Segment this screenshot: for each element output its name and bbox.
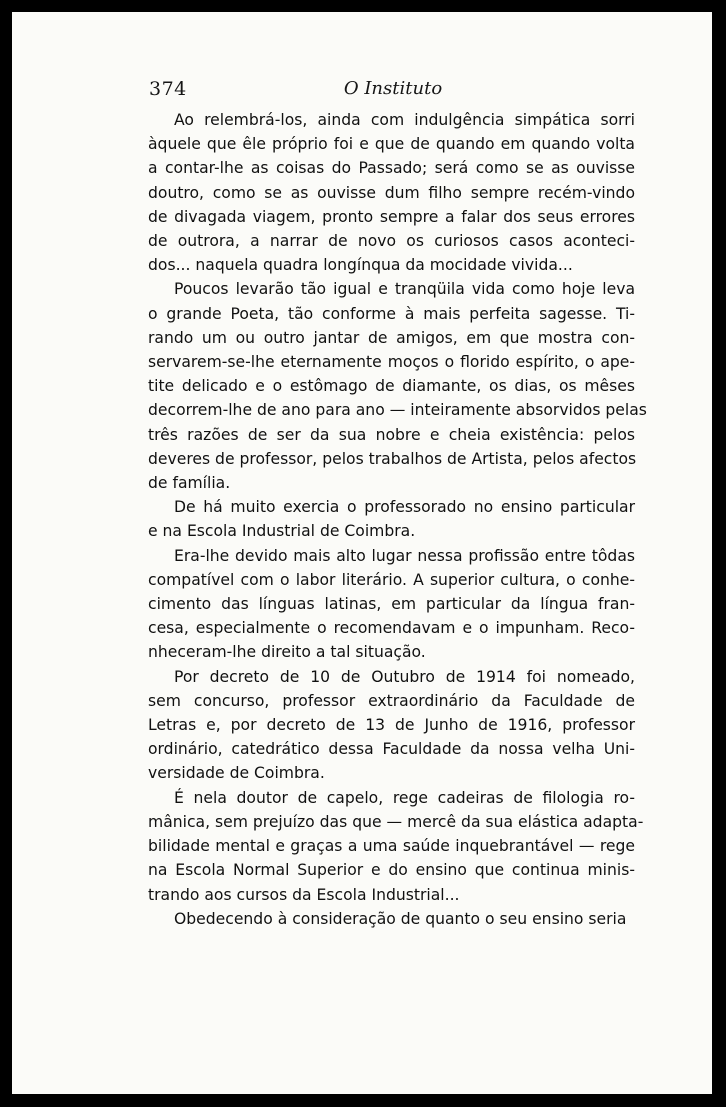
text-line: É nela doutor de capelo, rege cadeiras de filologia ro-	[174, 788, 635, 807]
text-line: três razões de ser da sua nobre e cheia existência: pelos	[148, 425, 635, 444]
text-line: trando aos cursos da Escola Industrial...	[148, 885, 460, 904]
paragraph	[148, 277, 647, 495]
text-line: De há muito exercia o professorado no ensino particular	[174, 498, 635, 517]
paragraph	[148, 108, 635, 277]
page-header	[149, 78, 637, 104]
text-line: dos... naquela quadra longínqua da mocidade vivida...	[148, 256, 573, 275]
paragraph	[148, 786, 644, 907]
text-line: àquele que êle próprio foi e que de quando em quando volta	[148, 135, 635, 154]
text-line: Obedecendo à consideração de quanto o seu ensino seria	[174, 909, 627, 928]
page-number: 374	[149, 78, 187, 100]
text-line: rando um ou outro jantar de amigos, em que mostra con-	[148, 328, 635, 347]
paragraph	[148, 544, 635, 665]
text-line: ordinário, catedrático dessa Faculdade da nossa velha Uni-	[148, 740, 635, 759]
text-line: Por decreto de 10 de Outubro de 1914 foi nomeado,	[174, 667, 635, 686]
text-line: Era-lhe devido mais alto lugar nessa profissão entre tôdas	[174, 546, 635, 565]
text-line: sem concurso, professor extraordinário da Faculdade de	[148, 691, 635, 710]
paragraph	[148, 495, 635, 543]
text-line: de família.	[148, 474, 231, 493]
text-line: cesa, especialmente o recomendavam e o impunham. Reco-	[148, 619, 635, 638]
text-line: nheceram-lhe direito a tal situação.	[148, 643, 426, 662]
text-line: cimento das línguas latinas, em particular da língua fran-	[148, 595, 635, 614]
text-line: bilidade mental e graças a uma saúde inquebrantável — rege	[148, 837, 635, 856]
text-line: doutro, como se as ouvisse dum filho sempre recém-vindo	[148, 183, 635, 202]
paragraph	[148, 907, 635, 931]
running-title: O Instituto	[343, 78, 443, 99]
text-line: Poucos levarão tão igual e tranqüila vida como hoje leva	[174, 280, 635, 299]
text-line: decorrem-lhe de ano para ano — inteiramente absorvidos pelas	[148, 401, 647, 420]
text-line: a contar-lhe as coisas do Passado; será como se as ouvisse	[148, 159, 635, 178]
text-line: servarem-se-lhe eternamente moços o florido espírito, o ape-	[148, 353, 635, 372]
text-line: tite delicado e o estômago de diamante, os dias, os mêses	[148, 377, 635, 396]
text-line: de outrora, a narrar de novo os curiosos casos aconteci-	[148, 232, 635, 251]
text-line: de divagada viagem, pronto sempre a falar dos seus errores	[148, 207, 635, 226]
text-line: deveres de professor, pelos trabalhos de Artista, pelos afectos	[148, 449, 637, 468]
text-line: compatível com o labor literário. A superior cultura, o conhe-	[148, 570, 635, 589]
text-line: versidade de Coimbra.	[148, 764, 325, 783]
document-page	[12, 12, 712, 1094]
text-line: na Escola Normal Superior e do ensino que continua minis-	[148, 861, 635, 880]
text-line: mânica, sem prejuízo das que — mercê da sua elástica adapta-	[148, 812, 644, 831]
body-text	[148, 108, 647, 931]
text-line: Letras e, por decreto de 13 de Junho de 1916, professor	[148, 716, 635, 735]
text-line: e na Escola Industrial de Coimbra.	[148, 522, 416, 541]
paragraph	[148, 665, 635, 786]
text-line: Ao relembrá-los, ainda com indulgência simpática sorri	[174, 111, 635, 129]
text-line: o grande Poeta, tão conforme à mais perfeita sagesse. Ti-	[148, 304, 635, 323]
